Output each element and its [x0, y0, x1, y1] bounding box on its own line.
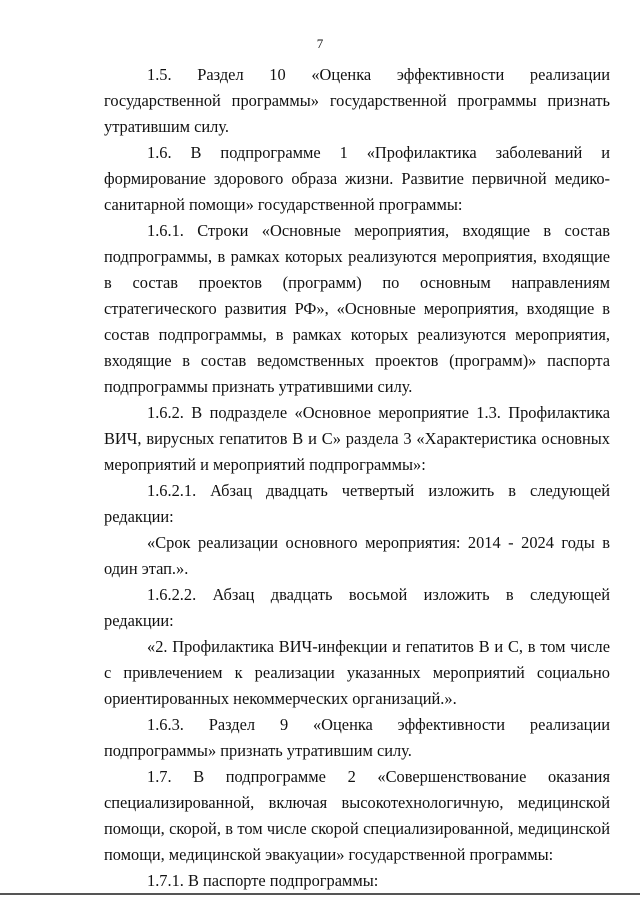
paragraph-1-7-1: 1.7.1. В паспорте подпрограммы: [147, 871, 379, 890]
paragraph-hiv-quote: «2. Профилактика ВИЧ-инфекции и гепатитов В и С, в том числе с привлечением к реализации указанных мероприятий социально ориентированных некоммерческих организаций.». [104, 637, 610, 708]
paragraph-1-6-2: 1.6.2. В подразделе «Основное мероприятие 1.3. Профилактика ВИЧ, вирусных гепатитов В и С» раздела 3 «Характеристика основных мероприятий и мероприятий подпрограммы»: [104, 403, 610, 474]
paragraph-1-6-2-2: 1.6.2.2. Абзац двадцать восьмой изложить в следующей редакции: [104, 585, 610, 630]
page-number: 7 [316, 36, 324, 51]
bottom-scan-edge [0, 893, 640, 895]
paragraph-1-6-2-1: 1.6.2.1. Абзац двадцать четвертый изложить в следующей редакции: [104, 481, 610, 526]
paragraph-term-quote: «Срок реализации основного мероприятия: 2014 - 2024 годы в один этап.». [104, 533, 610, 578]
paragraph-1-6: 1.6. В подпрограмме 1 «Профилактика заболеваний и формирование здорового образа жизни. Развитие первичной медико-санитарной помощи» государственной программы: [104, 143, 610, 214]
document-body [104, 62, 610, 894]
paragraph-1-6-3: 1.6.3. Раздел 9 «Оценка эффективности реализации подпрограммы» признать утратившим силу. [104, 715, 610, 760]
paragraph-1-5: 1.5. Раздел 10 «Оценка эффективности реализации государственной программы» государственной программы признать утратившим силу. [104, 65, 610, 136]
paragraph-1-6-1: 1.6.1. Строки «Основные мероприятия, входящие в состав подпрограммы, в рамках которых реализуются мероприятия, входящие в состав проектов (программ) по основным направлениям стратегического развития РФ», «Основные мероприятия, входящие в состав подпрограммы, в рамках которых реализуются мероприятия, входящие в состав ведомственных проектов (программ)» паспорта подпрограммы признать утратившими силу. [104, 221, 610, 396]
paragraph-1-7: 1.7. В подпрограмме 2 «Совершенствование оказания специализированной, включая высокотехнологичную, медицинской помощи, скорой, в том числе скорой специализированной, медицинской помощи, медицинской эвакуации» государственной программы: [104, 767, 610, 864]
